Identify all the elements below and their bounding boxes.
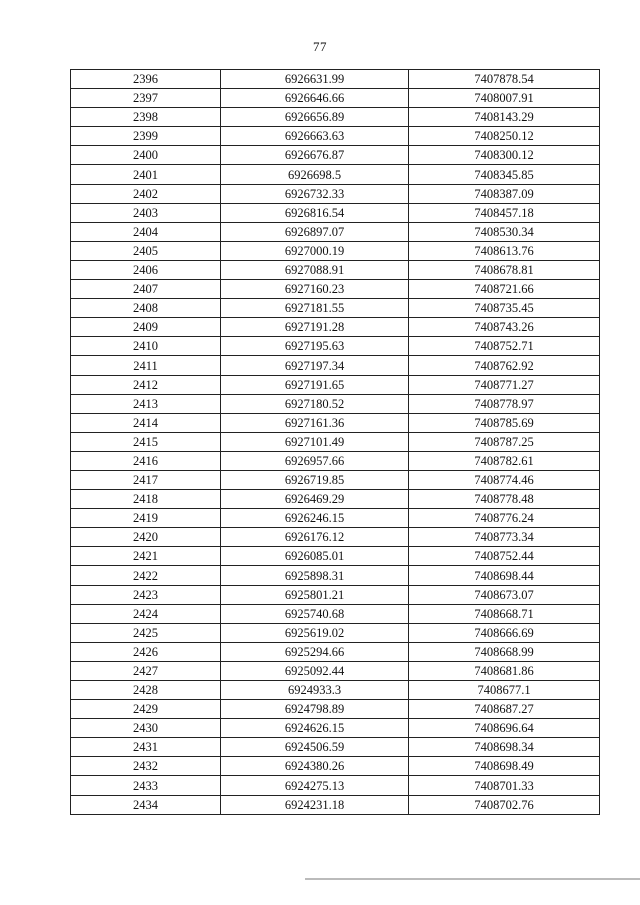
point-number-cell: 2404 [71, 222, 221, 241]
y-coordinate-cell: 7408785.69 [409, 413, 600, 432]
table-row [71, 623, 600, 642]
table-row [71, 719, 600, 738]
point-number-cell: 2418 [71, 490, 221, 509]
point-number-cell: 2424 [71, 604, 221, 623]
point-number-cell: 2400 [71, 146, 221, 165]
table-row [71, 260, 600, 279]
point-number-cell: 2423 [71, 585, 221, 604]
y-coordinate-cell: 7408457.18 [409, 203, 600, 222]
point-number-cell: 2396 [71, 70, 221, 89]
y-coordinate-cell: 7408677.1 [409, 681, 600, 700]
y-coordinate-cell: 7408782.61 [409, 451, 600, 470]
y-coordinate-cell: 7408702.76 [409, 795, 600, 814]
table-row [71, 642, 600, 661]
y-coordinate-cell: 7408701.33 [409, 776, 600, 795]
table-row [71, 681, 600, 700]
table-row [71, 146, 600, 165]
x-coordinate-cell: 6926631.99 [221, 70, 409, 89]
table-row [71, 394, 600, 413]
y-coordinate-cell: 7408778.97 [409, 394, 600, 413]
x-coordinate-cell: 6924275.13 [221, 776, 409, 795]
x-coordinate-cell: 6924380.26 [221, 757, 409, 776]
y-coordinate-cell: 7408774.46 [409, 470, 600, 489]
x-coordinate-cell: 6926719.85 [221, 470, 409, 489]
point-number-cell: 2421 [71, 547, 221, 566]
table-row [71, 318, 600, 337]
table-row [71, 795, 600, 814]
table-row [71, 432, 600, 451]
point-number-cell: 2427 [71, 661, 221, 680]
x-coordinate-cell: 6926469.29 [221, 490, 409, 509]
y-coordinate-cell: 7408530.34 [409, 222, 600, 241]
table-row [71, 413, 600, 432]
point-number-cell: 2428 [71, 681, 221, 700]
y-coordinate-cell: 7408681.86 [409, 661, 600, 680]
point-number-cell: 2402 [71, 184, 221, 203]
x-coordinate-cell: 6927195.63 [221, 337, 409, 356]
y-coordinate-cell: 7408696.64 [409, 719, 600, 738]
table-row [71, 528, 600, 547]
table-row [71, 509, 600, 528]
x-coordinate-cell: 6927160.23 [221, 280, 409, 299]
point-number-cell: 2430 [71, 719, 221, 738]
y-coordinate-cell: 7408752.71 [409, 337, 600, 356]
point-number-cell: 2405 [71, 241, 221, 260]
table-row [71, 661, 600, 680]
table-row [71, 89, 600, 108]
table-row [71, 604, 600, 623]
table-row [71, 299, 600, 318]
point-number-cell: 2431 [71, 738, 221, 757]
x-coordinate-cell: 6927180.52 [221, 394, 409, 413]
x-coordinate-cell: 6927088.91 [221, 260, 409, 279]
point-number-cell: 2426 [71, 642, 221, 661]
y-coordinate-cell: 7408678.81 [409, 260, 600, 279]
x-coordinate-cell: 6927191.65 [221, 375, 409, 394]
y-coordinate-cell: 7408007.91 [409, 89, 600, 108]
point-number-cell: 2408 [71, 299, 221, 318]
point-number-cell: 2409 [71, 318, 221, 337]
point-number-cell: 2397 [71, 89, 221, 108]
y-coordinate-cell: 7408143.29 [409, 108, 600, 127]
y-coordinate-cell: 7408673.07 [409, 585, 600, 604]
x-coordinate-cell: 6925740.68 [221, 604, 409, 623]
coordinates-table-body [71, 70, 600, 815]
x-coordinate-cell: 6926085.01 [221, 547, 409, 566]
point-number-cell: 2422 [71, 566, 221, 585]
x-coordinate-cell: 6926176.12 [221, 528, 409, 547]
point-number-cell: 2414 [71, 413, 221, 432]
x-coordinate-cell: 6925619.02 [221, 623, 409, 642]
x-coordinate-cell: 6924231.18 [221, 795, 409, 814]
x-coordinate-cell: 6926698.5 [221, 165, 409, 184]
table-row [71, 337, 600, 356]
point-number-cell: 2415 [71, 432, 221, 451]
y-coordinate-cell: 7408250.12 [409, 127, 600, 146]
x-coordinate-cell: 6924506.59 [221, 738, 409, 757]
y-coordinate-cell: 7408778.48 [409, 490, 600, 509]
table-row [71, 70, 600, 89]
point-number-cell: 2416 [71, 451, 221, 470]
x-coordinate-cell: 6924933.3 [221, 681, 409, 700]
x-coordinate-cell: 6924626.15 [221, 719, 409, 738]
x-coordinate-cell: 6927191.28 [221, 318, 409, 337]
table-row [71, 585, 600, 604]
table-row [71, 738, 600, 757]
point-number-cell: 2406 [71, 260, 221, 279]
x-coordinate-cell: 6927161.36 [221, 413, 409, 432]
x-coordinate-cell: 6926676.87 [221, 146, 409, 165]
y-coordinate-cell: 7408345.85 [409, 165, 600, 184]
table-row [71, 451, 600, 470]
table-row [71, 547, 600, 566]
page-number: 77 [313, 39, 327, 54]
y-coordinate-cell: 7408300.12 [409, 146, 600, 165]
x-coordinate-cell: 6926732.33 [221, 184, 409, 203]
y-coordinate-cell: 7408743.26 [409, 318, 600, 337]
point-number-cell: 2429 [71, 700, 221, 719]
table-row [71, 108, 600, 127]
y-coordinate-cell: 7408762.92 [409, 356, 600, 375]
scan-edge-line [305, 878, 640, 880]
point-number-cell: 2420 [71, 528, 221, 547]
table-row [71, 184, 600, 203]
y-coordinate-cell: 7408771.27 [409, 375, 600, 394]
y-coordinate-cell: 7408776.24 [409, 509, 600, 528]
point-number-cell: 2425 [71, 623, 221, 642]
y-coordinate-cell: 7408698.34 [409, 738, 600, 757]
x-coordinate-cell: 6926957.66 [221, 451, 409, 470]
y-coordinate-cell: 7408668.99 [409, 642, 600, 661]
y-coordinate-cell: 7408773.34 [409, 528, 600, 547]
point-number-cell: 2398 [71, 108, 221, 127]
x-coordinate-cell: 6927101.49 [221, 432, 409, 451]
x-coordinate-cell: 6925801.21 [221, 585, 409, 604]
table-row [71, 222, 600, 241]
y-coordinate-cell: 7408735.45 [409, 299, 600, 318]
x-coordinate-cell: 6926897.07 [221, 222, 409, 241]
table-row [71, 700, 600, 719]
x-coordinate-cell: 6926246.15 [221, 509, 409, 528]
y-coordinate-cell: 7408668.71 [409, 604, 600, 623]
x-coordinate-cell: 6926663.63 [221, 127, 409, 146]
point-number-cell: 2407 [71, 280, 221, 299]
y-coordinate-cell: 7408787.25 [409, 432, 600, 451]
x-coordinate-cell: 6927181.55 [221, 299, 409, 318]
point-number-cell: 2433 [71, 776, 221, 795]
table-row [71, 356, 600, 375]
y-coordinate-cell: 7408698.44 [409, 566, 600, 585]
y-coordinate-cell: 7407878.54 [409, 70, 600, 89]
point-number-cell: 2412 [71, 375, 221, 394]
y-coordinate-cell: 7408721.66 [409, 280, 600, 299]
x-coordinate-cell: 6925092.44 [221, 661, 409, 680]
x-coordinate-cell: 6926816.54 [221, 203, 409, 222]
table-row [71, 280, 600, 299]
table-row [71, 490, 600, 509]
x-coordinate-cell: 6925898.31 [221, 566, 409, 585]
point-number-cell: 2410 [71, 337, 221, 356]
x-coordinate-cell: 6925294.66 [221, 642, 409, 661]
y-coordinate-cell: 7408687.27 [409, 700, 600, 719]
point-number-cell: 2403 [71, 203, 221, 222]
y-coordinate-cell: 7408698.49 [409, 757, 600, 776]
point-number-cell: 2401 [71, 165, 221, 184]
table-row [71, 566, 600, 585]
table-row [71, 127, 600, 146]
table-row [71, 165, 600, 184]
y-coordinate-cell: 7408387.09 [409, 184, 600, 203]
x-coordinate-cell: 6927000.19 [221, 241, 409, 260]
point-number-cell: 2413 [71, 394, 221, 413]
table-row [71, 203, 600, 222]
table-row [71, 375, 600, 394]
table-row [71, 776, 600, 795]
point-number-cell: 2434 [71, 795, 221, 814]
point-number-cell: 2411 [71, 356, 221, 375]
y-coordinate-cell: 7408666.69 [409, 623, 600, 642]
x-coordinate-cell: 6927197.34 [221, 356, 409, 375]
x-coordinate-cell: 6926656.89 [221, 108, 409, 127]
point-number-cell: 2419 [71, 509, 221, 528]
y-coordinate-cell: 7408752.44 [409, 547, 600, 566]
table-row [71, 470, 600, 489]
x-coordinate-cell: 6926646.66 [221, 89, 409, 108]
table-row [71, 757, 600, 776]
point-number-cell: 2417 [71, 470, 221, 489]
coordinates-table [70, 69, 600, 815]
point-number-cell: 2432 [71, 757, 221, 776]
table-row [71, 241, 600, 260]
point-number-cell: 2399 [71, 127, 221, 146]
y-coordinate-cell: 7408613.76 [409, 241, 600, 260]
x-coordinate-cell: 6924798.89 [221, 700, 409, 719]
